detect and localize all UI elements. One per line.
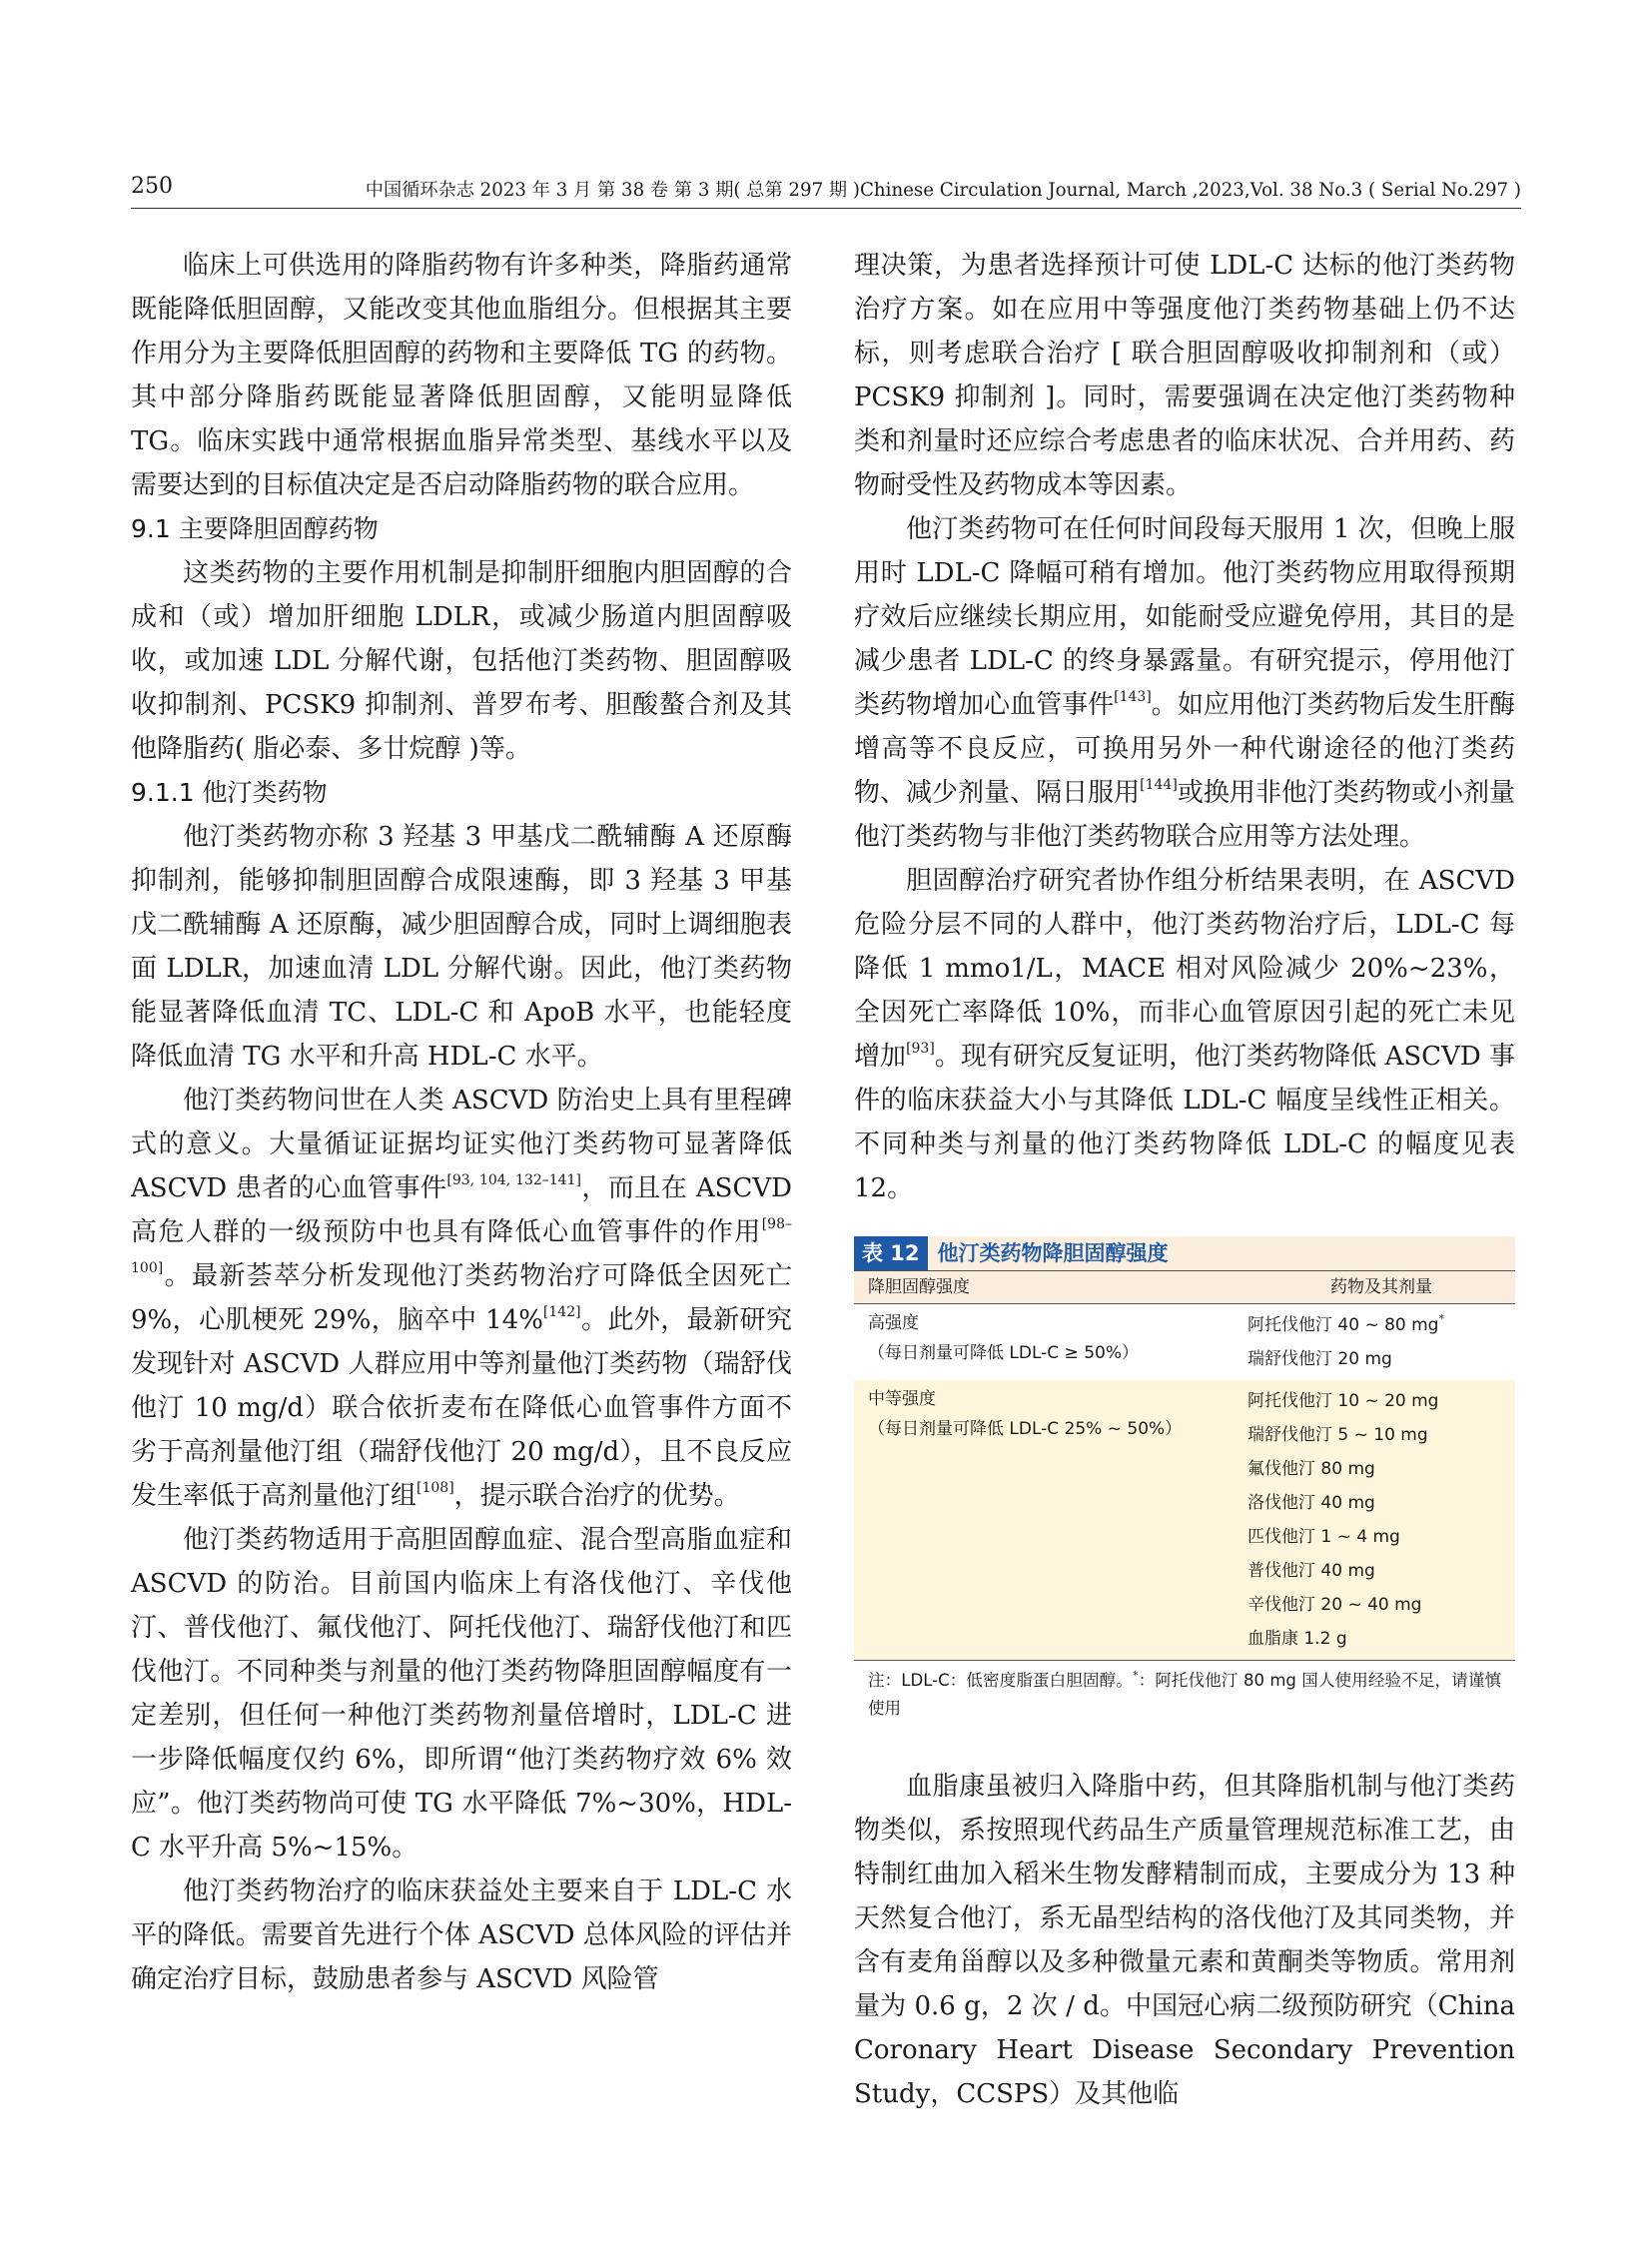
text-run: ，提示联合治疗的优势。: [453, 1481, 740, 1511]
drug-cell: [1234, 1380, 1515, 1660]
text-run: 或换用非他汀类药物或小剂量他汀类药物与非他汀类药物联合应用等方法处理。: [854, 778, 1515, 852]
paragraph: 血脂康虽被归入降脂中药，但其降脂机制与他汀类药物类似，系按照现代药品生产质量管理规范标准工艺，由特制红曲加入稻米生物发酵精制而成，主要成分为 13 种天然复合他汀，系无晶型结构的洛伐他汀及其同类物，并含有麦角甾醇以及多种微量元素和黄酮类等物质。常用剂量为 0.6 g，2 次 / d。中国冠心病二级预防研究（China Coronary Heart Disease Secondary Prevention Study，CCSPS）及其他临: [854, 1772, 1515, 2109]
drug-dose: 普伐他汀 40 mg: [1247, 1561, 1375, 1581]
paragraph: 理决策，为患者选择预计可使 LDL-C 达标的他汀类药物治疗方案。如在应用中等强度他汀类药物基础上仍不达标，则考虑联合治疗 [ 联合胆固醇吸收抑制剂和（或）PCSK9 抑制剂 ]。同时，需要强调在决定他汀类药物种类和剂量时还应综合考虑患者的临床状况、合并用药、药物耐受性及药物成本等因素。: [854, 251, 1515, 500]
drug-dose: 辛伐他汀 20 ~ 40 mg: [1247, 1595, 1422, 1615]
header-rule: [131, 208, 1521, 209]
text-run: 。最新荟萃分析发现他汀类药物治疗可降低全因死亡 9%，心肌梗死 29%，脑卒中 14%: [131, 1261, 792, 1335]
text-run: 他汀类药物问世在人类 ASCVD 防治史上具有里程碑式的意义。大量循证证据均证实他汀类药物可显著降低 ASCVD 患者的心血管事件: [131, 1086, 792, 1203]
text-run: 他汀类药物可在任何时间段每天服用 1 次，但晚上服用时 LDL-C 降幅可稍有增加。他汀类药物应用取得预期疗效后应继续长期应用，如能耐受应避免停用，其目的是减少患者 LDL-C 的终身暴露量。有研究提示，停用他汀类药物增加心血管事件: [854, 514, 1515, 720]
section-heading-9-1: 9.1 主要降胆固醇药物: [131, 514, 379, 543]
drug-dose: 血脂康 1.2 g: [1247, 1629, 1347, 1649]
citation: [98–100]: [131, 1216, 792, 1276]
citation: [93]: [906, 1041, 935, 1057]
paragraph: 他汀类药物亦称 3 羟基 3 甲基戊二酰辅酶 A 还原酶抑制剂，能够抑制胆固醇合成限速酶，即 3 羟基 3 甲基戊二酰辅酶 A 还原酶，减少胆固醇合成，同时上调细胞表面 LDLR，加速血清 LDL 分解代谢。因此，他汀类药物能显著降低血清 TC、LDL-C 和 ApoB 水平，也能轻度降低血清 TG 水平和升高 HDL-C 水平。: [131, 822, 792, 1072]
drug-dose: 匹伐他汀 1 ~ 4 mg: [1247, 1527, 1400, 1547]
paragraph: 临床上可供选用的降脂药物有许多种类，降脂药通常既能降低胆固醇，又能改变其他血脂组分。但根据其主要作用分为主要降低胆固醇的药物和主要降低 TG 的药物。其中部分降脂药既能显著降低胆固醇，又能明显降低 TG。临床实践中通常根据血脂异常类型、基线水平以及需要达到的目标值决定是否启动降脂药物的联合应用。: [131, 251, 792, 500]
table-row-moderate: [854, 1380, 1515, 1661]
table-12: [854, 1236, 1515, 1723]
intensity-label: 高强度: [868, 1313, 919, 1333]
section-heading-9-1-1: 9.1.1 他汀类药物: [131, 778, 328, 807]
drug-dose: [1247, 1308, 1515, 1342]
citation: [93, 104, 132–141]: [446, 1172, 581, 1188]
text-run: 。现有研究反复证明，他汀类药物降低 ASCVD 事件的临床获益大小与其降低 LDL-C 幅度呈线性正相关。不同种类与剂量的他汀类药物降低 LDL-C 的幅度见表 12。: [854, 1042, 1515, 1203]
drug-dose: 洛伐他汀 40 mg: [1247, 1493, 1375, 1513]
table-note: [854, 1661, 1515, 1723]
column-header-intensity: 降胆固醇强度: [868, 1277, 970, 1297]
running-header: [131, 174, 1521, 202]
text-run: 。此外，最新研究发现针对 ASCVD 人群应用中等剂量他汀类药物（瑞舒伐他汀 10 mg/d）联合依折麦布在降低心血管事件方面不劣于高剂量他汀组（瑞舒伐他汀 20 mg/d），且不良反应发生率低于高剂量他汀组: [131, 1305, 792, 1511]
citation: [108]: [416, 1480, 454, 1496]
footnote-mark: *: [1438, 1312, 1444, 1325]
citation: [144]: [1140, 777, 1178, 793]
paragraph: 这类药物的主要作用机制是抑制肝细胞内胆固醇的合成和（或）增加肝细胞 LDLR，或减少肠道内胆固醇吸收，或加速 LDL 分解代谢，包括他汀类药物、胆固醇吸收抑制剂、PCSK9 抑制剂、普罗布考、胆酸螯合剂及其他降脂药( 脂必泰、多廿烷醇 )等。: [131, 558, 792, 764]
drug-dose: 瑞舒伐他汀 5 ~ 10 mg: [1247, 1425, 1428, 1445]
citation: [142]: [542, 1304, 581, 1320]
journal-citation: 中国循环杂志 2023 年 3 月 第 38 卷 第 3 期( 总第 297 期 )Chinese Circulation Journal, March ,2023,Vol. 38 No.3 ( Serial No.297 ): [365, 180, 1521, 201]
drug-cell: [1234, 1304, 1515, 1380]
intensity-cell: [854, 1304, 1234, 1380]
intensity-label: 中等强度: [868, 1389, 936, 1409]
left-column: [131, 244, 792, 2001]
note-text: ：阿托伐他汀 80 mg 国人使用经验不足，请谨慎使用: [868, 1671, 1501, 1718]
footnote-mark: *: [1132, 1669, 1139, 1682]
page-number: 250: [131, 174, 173, 199]
table-title: 他汀类药物降胆固醇强度: [937, 1241, 1169, 1265]
column-header-drugs: 药物及其剂量: [1330, 1277, 1432, 1297]
text-run: 胆固醇治疗研究者协作组分析结果表明，在 ASCVD 危险分层不同的人群中，他汀类药物治疗后，LDL-C 每降低 1 mmo1/L，MACE 相对风险减少 20%~23%，全因死亡率降低 10%，而非心血管原因引起的死亡未见增加: [854, 866, 1515, 1072]
paragraph: [854, 507, 1515, 859]
intensity-criterion: （每日剂量可降低 LDL-C 25% ~ 50%）: [868, 1419, 1183, 1439]
paragraph: [131, 1079, 792, 1518]
table-header: [854, 1270, 1515, 1304]
intensity-criterion: （每日剂量可降低 LDL-C ≥ 50%）: [868, 1343, 1139, 1363]
paragraph: 他汀类药物适用于高胆固醇血症、混合型高脂血症和 ASCVD 的防治。目前国内临床上有洛伐他汀、辛伐他汀、普伐他汀、氟伐他汀、阿托伐他汀、瑞舒伐他汀和匹伐他汀。不同种类与剂量的他汀类药物降胆固醇幅度有一定差别，但任何一种他汀类药物剂量倍增时，LDL-C 进一步降低幅度仅约 6%，即所谓“他汀类药物疗效 6% 效应”。他汀类药物尚可使 TG 水平降低 7%~30%，HDL-C 水平升高 5%~15%。: [131, 1525, 792, 1863]
citation: [143]: [1114, 689, 1152, 705]
table-caption: [854, 1236, 1515, 1270]
drug-dose: 瑞舒伐他汀 20 mg: [1247, 1349, 1392, 1369]
drug-dose: 阿托伐他汀 10 ~ 20 mg: [1247, 1391, 1439, 1411]
paragraph: [854, 859, 1515, 1210]
table-row-high: [854, 1304, 1515, 1380]
drug-text: 阿托伐他汀 40 ~ 80 mg: [1247, 1315, 1439, 1335]
text-run: ，而且在 ASCVD 高危人群的一级预防中也具有降低心血管事件的作用: [131, 1173, 792, 1247]
right-column: [854, 244, 1515, 2116]
paragraph: 他汀类药物治疗的临床获益处主要来自于 LDL-C 水平的降低。需要首先进行个体 ASCVD 总体风险的评估并确定治疗目标，鼓励患者参与 ASCVD 风险管: [131, 1876, 792, 1994]
text-run: 。如应用他汀类药物后发生肝酶增高等不良反应，可换用另外一种代谢途径的他汀类药物、减少剂量、隔日服用: [854, 690, 1515, 808]
note-text: 注：LDL-C：低密度脂蛋白胆固醇。: [868, 1671, 1133, 1690]
intensity-cell: [854, 1380, 1234, 1660]
table-number: 表 12: [854, 1236, 928, 1270]
drug-dose: 氟伐他汀 80 mg: [1247, 1459, 1375, 1479]
